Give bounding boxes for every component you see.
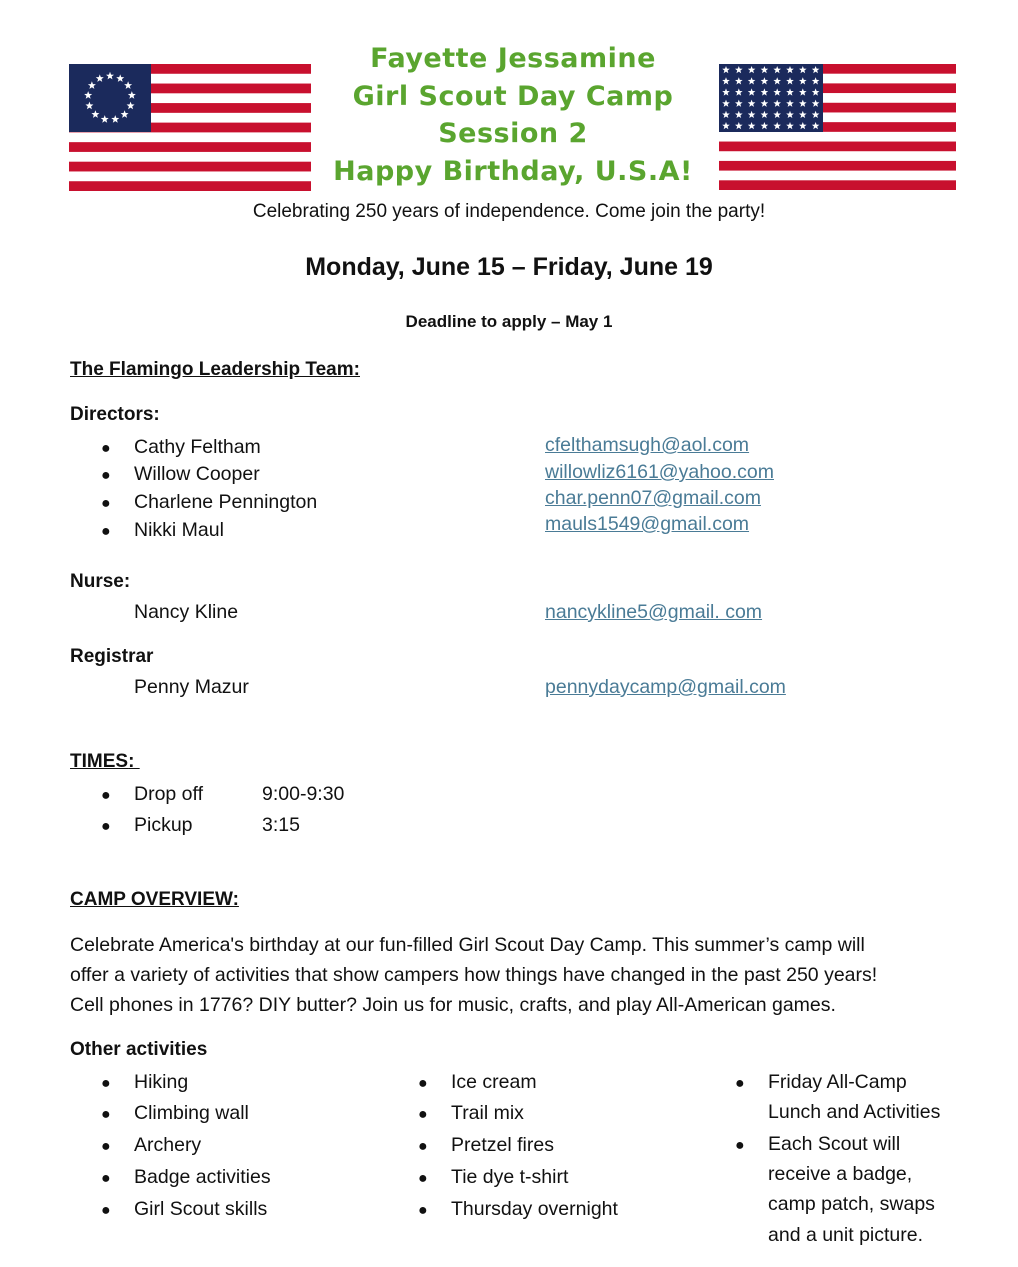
activity-item: Badge activities	[134, 1166, 271, 1188]
director-email-link[interactable]: willowliz6161@yahoo.com	[545, 461, 774, 483]
flag-red-stripe	[69, 162, 311, 172]
activities-heading: Other activities	[70, 1039, 208, 1060]
title-line-1: Fayette Jessamine	[370, 43, 656, 74]
tagline: Celebrating 250 years of independence. Come join the party!	[252, 201, 766, 222]
activity-item-line: Each Scout will	[768, 1133, 901, 1155]
team-heading: The Flamingo Leadership Team:	[70, 359, 360, 380]
flag-red-stripe	[719, 161, 956, 171]
bullet: ●	[101, 1138, 111, 1155]
bullet: ●	[101, 787, 111, 804]
bullet: ●	[418, 1170, 428, 1187]
overview-line: Celebrate America's birthday at our fun-filled Girl Scout Day Camp. This summer’s camp will	[70, 934, 865, 956]
times-heading-text: TIMES	[70, 751, 129, 772]
director-email-link[interactable]: char.penn07@gmail.com	[545, 487, 761, 509]
activity-item-line: Lunch and Activities	[768, 1101, 941, 1123]
registrar-name: Penny Mazur	[134, 676, 249, 698]
time-value: 3:15	[262, 814, 300, 836]
flag-white-stripe	[719, 151, 956, 161]
activity-item: Ice cream	[451, 1071, 537, 1093]
bullet: ●	[101, 1202, 111, 1219]
bullet: ●	[418, 1202, 428, 1219]
activity-item-line: and a unit picture.	[768, 1224, 924, 1246]
activity-item: Trail mix	[451, 1102, 524, 1124]
bullet: ●	[101, 1170, 111, 1187]
time-label: Pickup	[134, 814, 193, 836]
overview-paragraph	[70, 930, 950, 1020]
flag-red-stripe	[69, 142, 311, 152]
activity-item: Pretzel fires	[451, 1134, 554, 1156]
flag-white-stripe	[69, 132, 311, 142]
title-line-2: Girl Scout Day Camp	[352, 81, 674, 112]
flag-red-stripe	[69, 181, 311, 191]
activity-item: Hiking	[134, 1071, 189, 1093]
activity-item-line: camp patch, swaps	[768, 1193, 935, 1215]
registrar-email-link[interactable]: pennydaycamp@gmail.com	[545, 676, 786, 698]
flag-red-stripe	[719, 180, 956, 190]
bullet: ●	[418, 1106, 428, 1123]
times-heading	[70, 751, 140, 773]
activity-item-line: Friday All-Camp	[768, 1071, 907, 1093]
activity-item-line: receive a badge,	[768, 1163, 913, 1185]
deadline: Deadline to apply – May 1	[405, 312, 613, 331]
bullet: ●	[101, 1075, 111, 1092]
activity-item: Girl Scout skills	[134, 1198, 268, 1220]
directors-heading: Directors:	[70, 404, 160, 425]
activity-item: Archery	[134, 1134, 202, 1156]
bullet: ●	[101, 495, 111, 512]
director-name: Charlene Pennington	[134, 491, 318, 513]
bullet: ●	[101, 440, 111, 457]
bullet: ●	[735, 1075, 745, 1092]
nurse-email-link[interactable]: nancykline5@gmail. com	[545, 601, 763, 623]
forty-eight-star-flag-image	[719, 64, 956, 190]
betsy-ross-flag-image	[69, 64, 311, 191]
director-name: Nikki Maul	[134, 519, 224, 541]
director-email-link[interactable]: cfelthamsugh@aol.com	[545, 434, 750, 456]
times-heading-colon: :	[128, 751, 140, 772]
bullet: ●	[418, 1138, 428, 1155]
bullet: ●	[101, 467, 111, 484]
activity-item: Thursday overnight	[451, 1198, 618, 1220]
director-name: Willow Cooper	[134, 463, 260, 485]
bullet: ●	[418, 1075, 428, 1092]
flag-white-stripe	[719, 132, 956, 142]
overview-line: offer a variety of activities that show campers how things have changed in the past 250 years!	[70, 964, 878, 986]
nurse-heading: Nurse:	[70, 571, 131, 592]
overview-heading: CAMP OVERVIEW:	[70, 889, 239, 910]
bullet: ●	[101, 818, 111, 835]
title-line-3: Session 2	[438, 118, 588, 149]
nurse-name: Nancy Kline	[134, 601, 239, 623]
time-label: Drop off	[134, 783, 204, 805]
flag-red-stripe	[719, 142, 956, 152]
registrar-heading: Registrar	[70, 646, 154, 667]
activity-item: Climbing wall	[134, 1102, 249, 1124]
director-email-link[interactable]: mauls1549@gmail.com	[545, 513, 750, 535]
time-value: 9:00-9:30	[262, 783, 345, 805]
bullet: ●	[101, 523, 111, 540]
flag-white-stripe	[719, 171, 956, 181]
flag-white-stripe	[69, 171, 311, 181]
title-line-4: Happy Birthday, U.S.A!	[333, 156, 693, 187]
bullet: ●	[101, 1106, 111, 1123]
bullet: ●	[735, 1137, 745, 1154]
director-name: Cathy Feltham	[134, 436, 261, 458]
activity-item: Tie dye t-shirt	[451, 1166, 569, 1188]
camp-dates: Monday, June 15 – Friday, June 19	[305, 253, 713, 281]
flag-white-stripe	[69, 152, 311, 162]
overview-line: Cell phones in 1776? DIY butter? Join us for music, crafts, and play All-American games.	[70, 994, 836, 1016]
